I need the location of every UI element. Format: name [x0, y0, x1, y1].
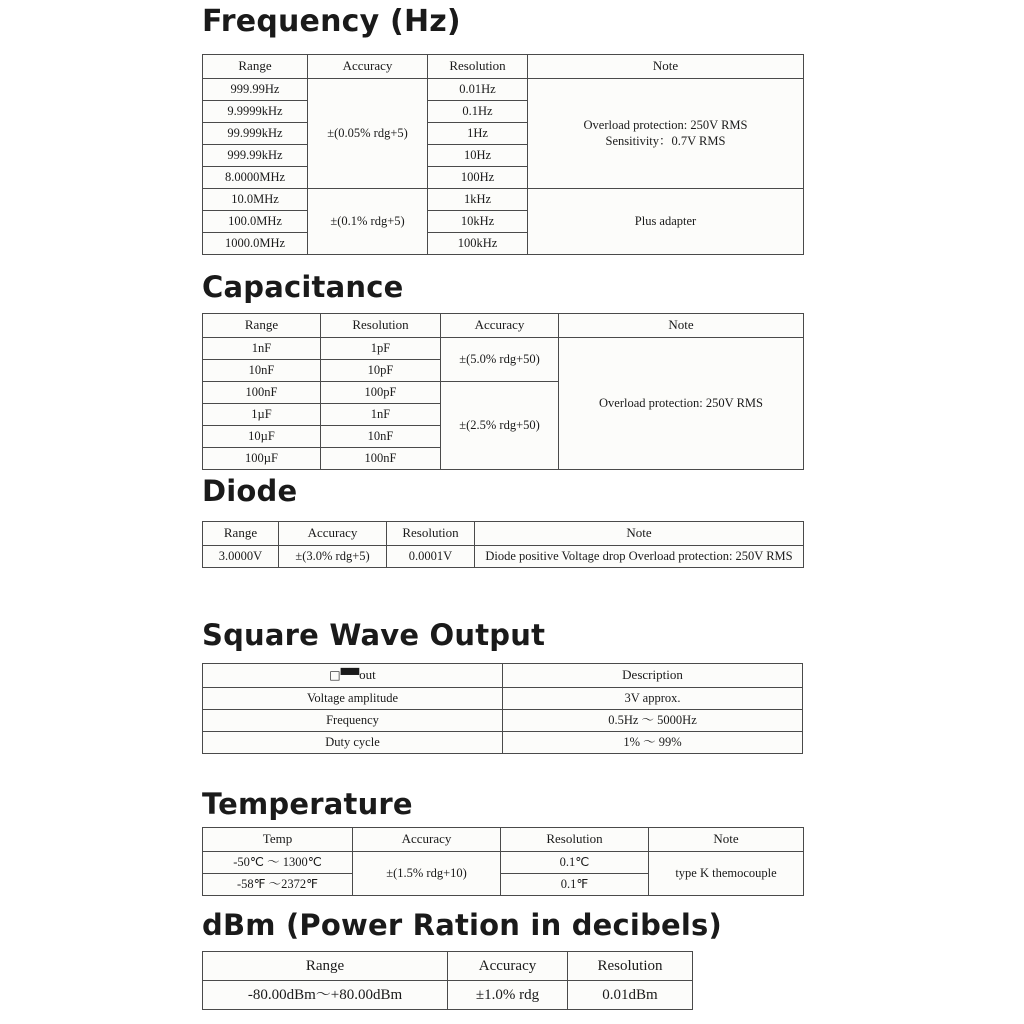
cell-resolution: 0.0001V: [387, 546, 475, 568]
col-range: Range: [203, 314, 321, 338]
table-header-row: [203, 828, 804, 852]
cell-resolution: 10pF: [321, 360, 441, 382]
col-accuracy: Accuracy: [353, 828, 501, 852]
cell-accuracy-group-1: ±(5.0% rdg+50): [441, 338, 559, 382]
cell-accuracy: ±1.0% rdg: [448, 981, 568, 1010]
cell-description: 0.5Hz ～ 5000Hz: [503, 710, 803, 732]
cell-resolution: 1nF: [321, 404, 441, 426]
table-row: [203, 710, 803, 732]
cell-range: 1000.0MHz: [203, 233, 308, 255]
cell-note: Overload protection: 250V RMS: [559, 338, 804, 470]
col-accuracy: Accuracy: [441, 314, 559, 338]
cell-range: 99.999kHz: [203, 123, 308, 145]
col-out-label: out: [359, 667, 376, 683]
cell-accuracy: ±(1.5% rdg+10): [353, 852, 501, 896]
col-resolution: Resolution: [321, 314, 441, 338]
col-resolution: Resolution: [387, 522, 475, 546]
col-note: Note: [528, 55, 804, 79]
cell-range: 3.0000V: [203, 546, 279, 568]
cell-range: 10µF: [203, 426, 321, 448]
section-title-frequency: Frequency (Hz): [202, 4, 461, 39]
cell-resolution: 10Hz: [428, 145, 528, 167]
section-title-temperature: Temperature: [202, 787, 413, 821]
cell-range: -80.00dBm～+80.00dBm: [203, 981, 448, 1010]
col-range: Range: [203, 55, 308, 79]
col-note: Note: [559, 314, 804, 338]
cell-resolution: 0.1℃: [501, 852, 649, 874]
cell-range: 1nF: [203, 338, 321, 360]
col-note: Note: [475, 522, 804, 546]
cell-resolution: 1pF: [321, 338, 441, 360]
col-accuracy: Accuracy: [279, 522, 387, 546]
section-title-capacitance: Capacitance: [202, 270, 404, 304]
col-note: Note: [649, 828, 804, 852]
section-title-square-wave: Square Wave Output: [202, 618, 546, 652]
table-header-row: [203, 314, 804, 338]
cell-note-group-2: Plus adapter: [528, 189, 804, 255]
diode-table: [202, 521, 804, 568]
cell-parameter: Voltage amplitude: [203, 688, 503, 710]
cell-resolution: 10kHz: [428, 211, 528, 233]
cell-accuracy-group-2: ±(0.1% rdg+5): [308, 189, 428, 255]
col-range: Range: [203, 522, 279, 546]
cell-resolution: 100Hz: [428, 167, 528, 189]
col-resolution: Resolution: [568, 952, 693, 981]
cell-note: type K themocouple: [649, 852, 804, 896]
cell-temp: -50℃ ～ 1300℃: [203, 852, 353, 874]
square-wave-icon: □▀▀: [329, 668, 360, 683]
note-line-2: Sensitivity：0.7V RMS: [605, 133, 726, 148]
table-row: [203, 732, 803, 754]
cell-range: 999.99kHz: [203, 145, 308, 167]
cell-range: 9.9999kHz: [203, 101, 308, 123]
section-title-dbm: dBm (Power Ration in decibels): [202, 908, 722, 942]
table-header-row: [203, 952, 693, 981]
table-row: [203, 79, 804, 101]
cell-resolution: 0.01Hz: [428, 79, 528, 101]
cell-range: 1µF: [203, 404, 321, 426]
cell-range: 100.0MHz: [203, 211, 308, 233]
cell-range: 10.0MHz: [203, 189, 308, 211]
note-line-1: Overload protection: 250V RMS: [583, 117, 748, 132]
table-row: [203, 688, 803, 710]
temperature-table: [202, 827, 804, 896]
table-row: [203, 189, 804, 211]
section-title-diode: Diode: [202, 474, 298, 508]
table-row: [203, 852, 804, 874]
cell-range: 10nF: [203, 360, 321, 382]
col-description: Description: [503, 664, 803, 688]
cell-resolution: 1Hz: [428, 123, 528, 145]
col-resolution: Resolution: [501, 828, 649, 852]
cell-range: 8.0000MHz: [203, 167, 308, 189]
cell-resolution: 0.1℉: [501, 874, 649, 896]
cell-resolution: 10nF: [321, 426, 441, 448]
col-accuracy: Accuracy: [308, 55, 428, 79]
table-row: [203, 338, 804, 360]
cell-resolution: 100pF: [321, 382, 441, 404]
cell-description: 3V approx.: [503, 688, 803, 710]
table-row: [203, 981, 693, 1010]
table-row: [203, 546, 804, 568]
cell-accuracy-group-1: ±(0.05% rdg+5): [308, 79, 428, 189]
cell-range: 100µF: [203, 448, 321, 470]
cell-accuracy: ±(3.0% rdg+5): [279, 546, 387, 568]
cell-temp: -58℉ ～2372℉: [203, 874, 353, 896]
dbm-table: [202, 951, 693, 1010]
cell-resolution: 0.01dBm: [568, 981, 693, 1010]
capacitance-table: [202, 313, 804, 470]
cell-resolution: 100kHz: [428, 233, 528, 255]
cell-resolution: 0.1Hz: [428, 101, 528, 123]
table-header-row: [203, 522, 804, 546]
cell-accuracy-group-2: ±(2.5% rdg+50): [441, 382, 559, 470]
cell-parameter: Frequency: [203, 710, 503, 732]
cell-parameter: Duty cycle: [203, 732, 503, 754]
col-accuracy: Accuracy: [448, 952, 568, 981]
col-temp: Temp: [203, 828, 353, 852]
cell-range: 100nF: [203, 382, 321, 404]
square-wave-table: [202, 663, 803, 754]
col-square-wave-out: [203, 664, 503, 688]
frequency-table: [202, 54, 804, 255]
cell-resolution: 100nF: [321, 448, 441, 470]
table-header-row: [203, 55, 804, 79]
cell-description: 1% ～ 99%: [503, 732, 803, 754]
cell-resolution: 1kHz: [428, 189, 528, 211]
col-range: Range: [203, 952, 448, 981]
table-header-row: [203, 664, 803, 688]
col-resolution: Resolution: [428, 55, 528, 79]
cell-note: Diode positive Voltage drop Overload protection: 250V RMS: [475, 546, 804, 568]
cell-note-group-1: [528, 79, 804, 189]
cell-range: 999.99Hz: [203, 79, 308, 101]
